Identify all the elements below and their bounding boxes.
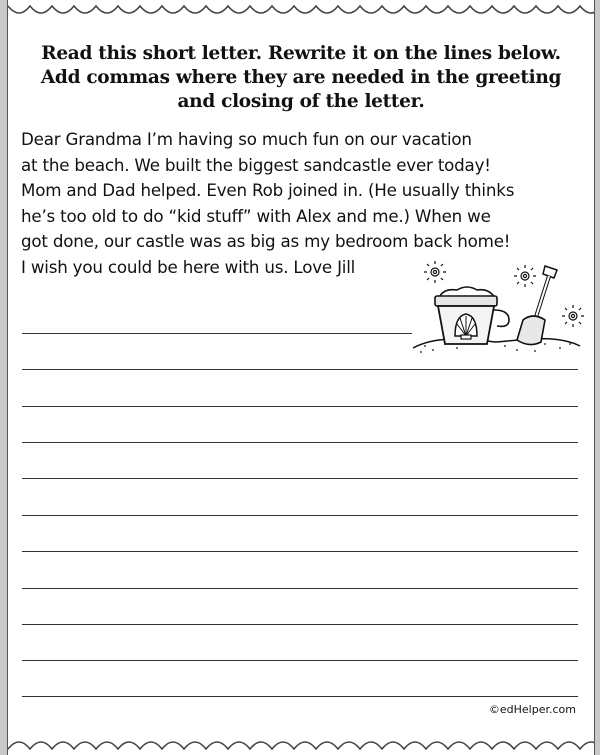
scalloped-top-border	[8, 0, 594, 22]
worksheet-page	[7, 0, 595, 755]
letter-line: got done, our castle was as big as my bedroom back home!	[21, 231, 511, 251]
instruction-line: Add commas where they are needed in the greeting	[40, 67, 562, 88]
sun-icon	[514, 265, 536, 287]
writing-line	[22, 515, 578, 516]
sun-icon	[562, 305, 584, 327]
writing-line	[22, 478, 578, 479]
writing-line	[22, 551, 578, 552]
letter-line: Dear Grandma I’m having so much fun on our vacation	[21, 129, 472, 149]
writing-line	[22, 442, 578, 443]
writing-line	[22, 696, 578, 697]
sand-mound	[413, 339, 580, 348]
instruction-line: Read this short letter. Rewrite it on the lines below.	[41, 43, 561, 64]
writing-line	[22, 660, 578, 661]
writing-line	[22, 588, 578, 589]
letter-line: he’s too old to do “kid stuff” with Alex and me.) When we	[21, 205, 491, 226]
writing-line	[22, 369, 578, 370]
writing-line	[22, 406, 578, 407]
copyright-credit: ©edHelper.com	[488, 703, 576, 716]
letter-line: at the beach. We built the biggest sandcastle ever today!	[21, 154, 491, 175]
letter-line: Mom and Dad helped. Even Rob joined in. (He usually thinks	[21, 180, 515, 200]
letter-line: I wish you could be here with us. Love Jill	[21, 256, 356, 277]
writing-line	[22, 333, 412, 334]
instructions	[28, 42, 574, 114]
beach-illustration	[405, 258, 585, 358]
sun-icon	[424, 261, 446, 283]
shovel-icon	[517, 266, 557, 345]
scalloped-bottom-border	[8, 733, 594, 755]
instruction-line: and closing of the letter.	[177, 91, 425, 112]
writing-line	[22, 624, 578, 625]
